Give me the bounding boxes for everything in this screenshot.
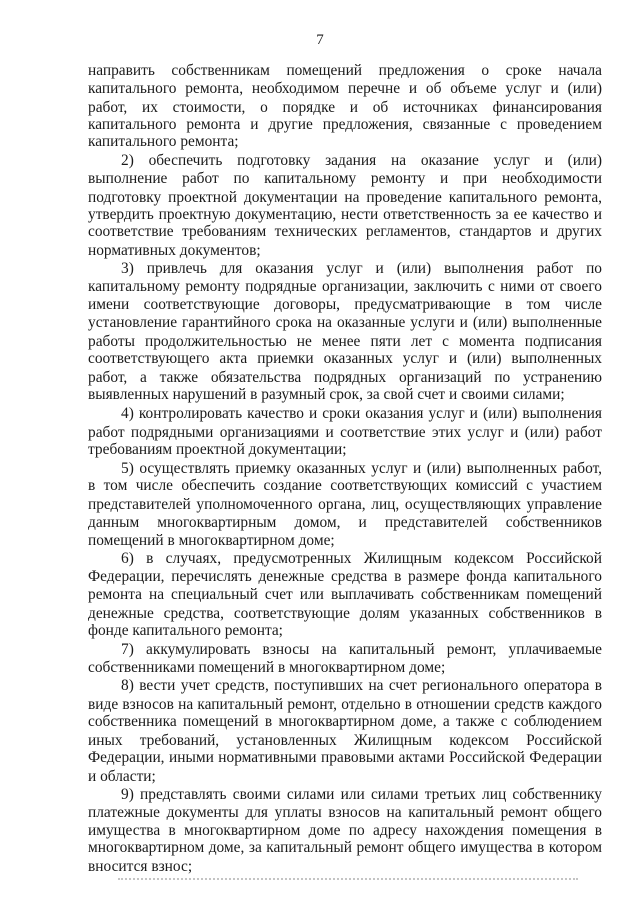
text-line: капитального ремонта; <box>88 133 239 150</box>
text-line: 6) в случаях, предусмотренных Жилищным кодексом Российской <box>121 550 602 567</box>
text-line: 7) аккумулировать взносы на капитальный ремонт, уплачиваемые <box>121 641 602 658</box>
text-line: иных требований, установленных Жилищным кодексом Российской <box>88 732 602 749</box>
text-line: капитального ремонта и другие предложения, связанные с проведением <box>88 116 602 133</box>
text-line: многоквартирном доме, за капитальный ремонт общего имущества в котором <box>88 839 602 856</box>
text-line: представителей уполномоченного органа, лиц, осуществляющих управление <box>88 496 602 513</box>
text-line: работ подрядными организациями и соответствие этих услуг и (или) работ <box>88 424 602 441</box>
text-line: работ, а также обязательства подрядных организаций по устранению <box>88 369 602 386</box>
text-line: выполнение работ по капитальному ремонту и при необходимости <box>88 170 602 187</box>
text-line: фонде капитального ремонта; <box>88 622 283 639</box>
text-line: нормативных документов; <box>88 242 261 259</box>
text-line: 3) привлечь для оказания услуг и (или) выполнения работ по <box>121 260 602 277</box>
text-line: утвердить проектную документацию, нести ответственность за ее качество и <box>88 206 602 223</box>
text-line: и области; <box>88 768 156 785</box>
text-line: денежные средства, соответствующие долям указанных собственников в <box>88 605 602 622</box>
text-line: капитальному ремонту подрядные организации, заключить с ними от своего <box>88 278 602 295</box>
text-line: 9) представлять своими силами или силами третьих лиц собственнику <box>121 786 602 803</box>
text-line: выявленных нарушений в разумный срок, за свой счет и своими силами; <box>88 386 565 403</box>
text-line: в том числе обеспечить создание соответствующих комиссий с участием <box>88 477 602 494</box>
text-line: направить собственникам помещений предложения о сроке начала <box>88 62 602 79</box>
text-line: подготовку проектной документации на проведение капитального ремонта, <box>88 189 602 206</box>
text-line: вносится взнос; <box>88 858 193 875</box>
text-line: ремонта на специальный счет или выплачивать собственникам помещений <box>88 586 602 603</box>
text-line: имущества в многоквартирном доме по адресу нахождения помещения в <box>88 822 602 839</box>
text-line: соответствующего акта приемки оказанных услуг и (или) выполненных <box>88 350 602 367</box>
text-line: имени соответствующие договоры, предусматривающие в том числе <box>88 296 602 313</box>
text-line: 5) осуществлять приемку оказанных услуг и (или) выполненных работ, <box>121 460 602 477</box>
text-line: 4) контролировать качество и сроки оказания услуг и (или) выполнения <box>121 405 602 422</box>
text-line: собственниками помещений в многоквартирном доме; <box>88 659 446 676</box>
text-line: установление гарантийного срока на оказанные услуги и (или) выполненные <box>88 314 602 331</box>
page-number: 7 <box>316 32 324 48</box>
text-line: помещений в многоквартирном доме; <box>88 532 335 549</box>
text-line: 2) обеспечить подготовку задания на оказание услуг и (или) <box>121 152 602 169</box>
text-line: Федерации, иными нормативными правовыми актами Российской Федерации <box>88 749 602 766</box>
text-line: Федерации, перечислять денежные средства в размере фонда капитального <box>88 568 602 585</box>
text-line: платежные документы для уплаты взносов на капитальный ремонт общего <box>88 804 602 821</box>
text-line: 8) вести учет средств, поступивших на счет регионального оператора в <box>121 677 602 694</box>
text-line: работ, их стоимости, о порядке и об источниках финансирования <box>88 99 602 116</box>
text-line: работы продолжительностью не менее пяти лет с момента подписания <box>88 333 602 350</box>
text-line: соответствие требованиям технических регламентов, стандартов и других <box>88 223 602 240</box>
text-line: собственника помещений в многоквартирном доме, а также с соблюдением <box>88 713 602 730</box>
text-line: капитального ремонта, необходимом перечне и об объеме услуг и (или) <box>88 80 602 97</box>
text-line: требованиям проектной документации; <box>88 441 347 458</box>
text-line: виде взносов на капитальный ремонт, отдельно в отношении средств каждого <box>88 696 602 713</box>
text-line: данным многоквартирным домом, и представителей собственников <box>88 514 602 531</box>
scan-artifact <box>118 878 578 884</box>
